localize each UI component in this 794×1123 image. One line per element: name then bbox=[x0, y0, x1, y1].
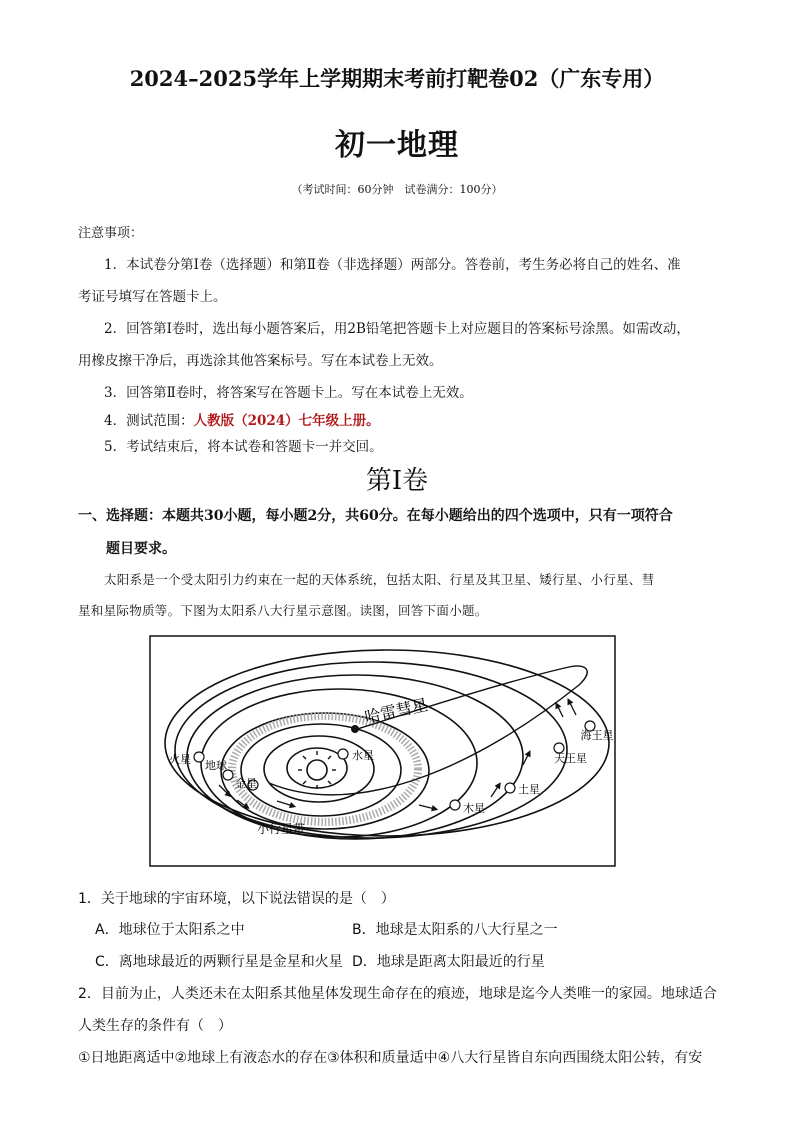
label-asteroid-belt: 小行星带 bbox=[257, 822, 306, 836]
question-2-stem-cont: 人类生存的条件有（ ） bbox=[78, 1018, 232, 1034]
intro-text-cont: 星和星际物质等。下图为太阳系八大行星示意图。读图，回答下面小题。 bbox=[78, 603, 488, 618]
note-item-1: 1．本试卷分第Ⅰ卷（选择题）和第Ⅱ卷（非选择题）两部分。答卷前，考生务必将自己的姓名、准 bbox=[104, 257, 681, 273]
label-mercury: 水星 bbox=[352, 749, 374, 762]
note-item-3: 3．回答第Ⅱ卷时，将答案写在答题卡上。写在本试卷上无效。 bbox=[104, 385, 473, 401]
label-earth: 地球 bbox=[205, 759, 227, 772]
diagram-frame bbox=[150, 636, 615, 866]
question-1-option-a[interactable]: A．地球位于太阳系之中 bbox=[95, 922, 245, 938]
note-item-5: 5．考试结束后，将本试卷和答题卡一并交回。 bbox=[104, 439, 383, 455]
question-1-option-c[interactable]: C．离地球最近的两颗行星是金星和火星 bbox=[95, 954, 343, 970]
exam-info: （考试时间：60分钟 试卷满分：100分） bbox=[291, 183, 503, 196]
question-2-statements: ①日地距离适中②地球上有液态水的存在③体积和质量适中④八大行星皆自东向西围绕太阳公转，有安 bbox=[78, 1050, 703, 1066]
label-venus: 金星 bbox=[235, 777, 257, 790]
note-item-4-prefix: 4．测试范围： bbox=[104, 413, 194, 429]
volume-title: 第Ⅰ卷 bbox=[365, 466, 429, 496]
section-heading: 一、选择题：本题共30小题，每小题2分，共60分。在每小题给出的四个选项中，只有一项符合 bbox=[78, 508, 673, 524]
test-range: 人教版（2024）七年级上册。 bbox=[193, 413, 380, 429]
section-heading-cont: 题目要求。 bbox=[106, 541, 176, 557]
subject-title: 初一地理 bbox=[335, 128, 459, 163]
label-neptune: 海王星 bbox=[580, 729, 614, 742]
solar-system-diagram bbox=[149, 635, 616, 867]
label-jupiter: 木星 bbox=[463, 802, 485, 815]
planet-mars bbox=[194, 752, 204, 762]
question-1-option-b[interactable]: B．地球是太阳系的八大行星之一 bbox=[352, 922, 558, 938]
label-halley-comet: 哈雷彗星 bbox=[362, 695, 430, 727]
question-1-stem: 1．关于地球的宇宙环境，以下说法错误的是（ ） bbox=[78, 891, 395, 907]
question-2-stem: 2．目前为止，人类还未在太阳系其他星体发现生命存在的痕迹，地球是迄今人类唯一的家园。地球适合 bbox=[78, 986, 717, 1002]
exam-title: 2024–2025学年上学期期末考前打靶卷02（广东专用） bbox=[129, 66, 665, 91]
planet-jupiter bbox=[450, 800, 460, 810]
note-item-2-cont: 用橡皮擦干净后，再选涂其他答案标号。写在本试卷上无效。 bbox=[78, 353, 443, 369]
notes-heading: 注意事项： bbox=[78, 226, 144, 241]
question-1-option-d[interactable]: D．地球是距离太阳最近的行星 bbox=[352, 954, 545, 970]
label-mars: 火星 bbox=[169, 753, 191, 766]
label-uranus: 天王星 bbox=[554, 752, 587, 765]
label-saturn: 土星 bbox=[518, 783, 540, 796]
planet-mercury bbox=[338, 749, 348, 759]
intro-text: 太阳系是一个受太阳引力约束在一起的天体系统，包括太阳、行星及其卫星、矮行星、小行星、彗 bbox=[104, 572, 655, 587]
note-item-4 bbox=[104, 409, 380, 429]
planet-saturn bbox=[505, 783, 515, 793]
halley-comet-dot bbox=[351, 725, 359, 733]
note-item-2: 2．回答第Ⅰ卷时，选出每小题答案后，用2B铅笔把答题卡上对应题目的答案标号涂黑。如需改动， bbox=[104, 321, 690, 337]
note-item-1-cont: 考证号填写在答题卡上。 bbox=[78, 289, 227, 305]
